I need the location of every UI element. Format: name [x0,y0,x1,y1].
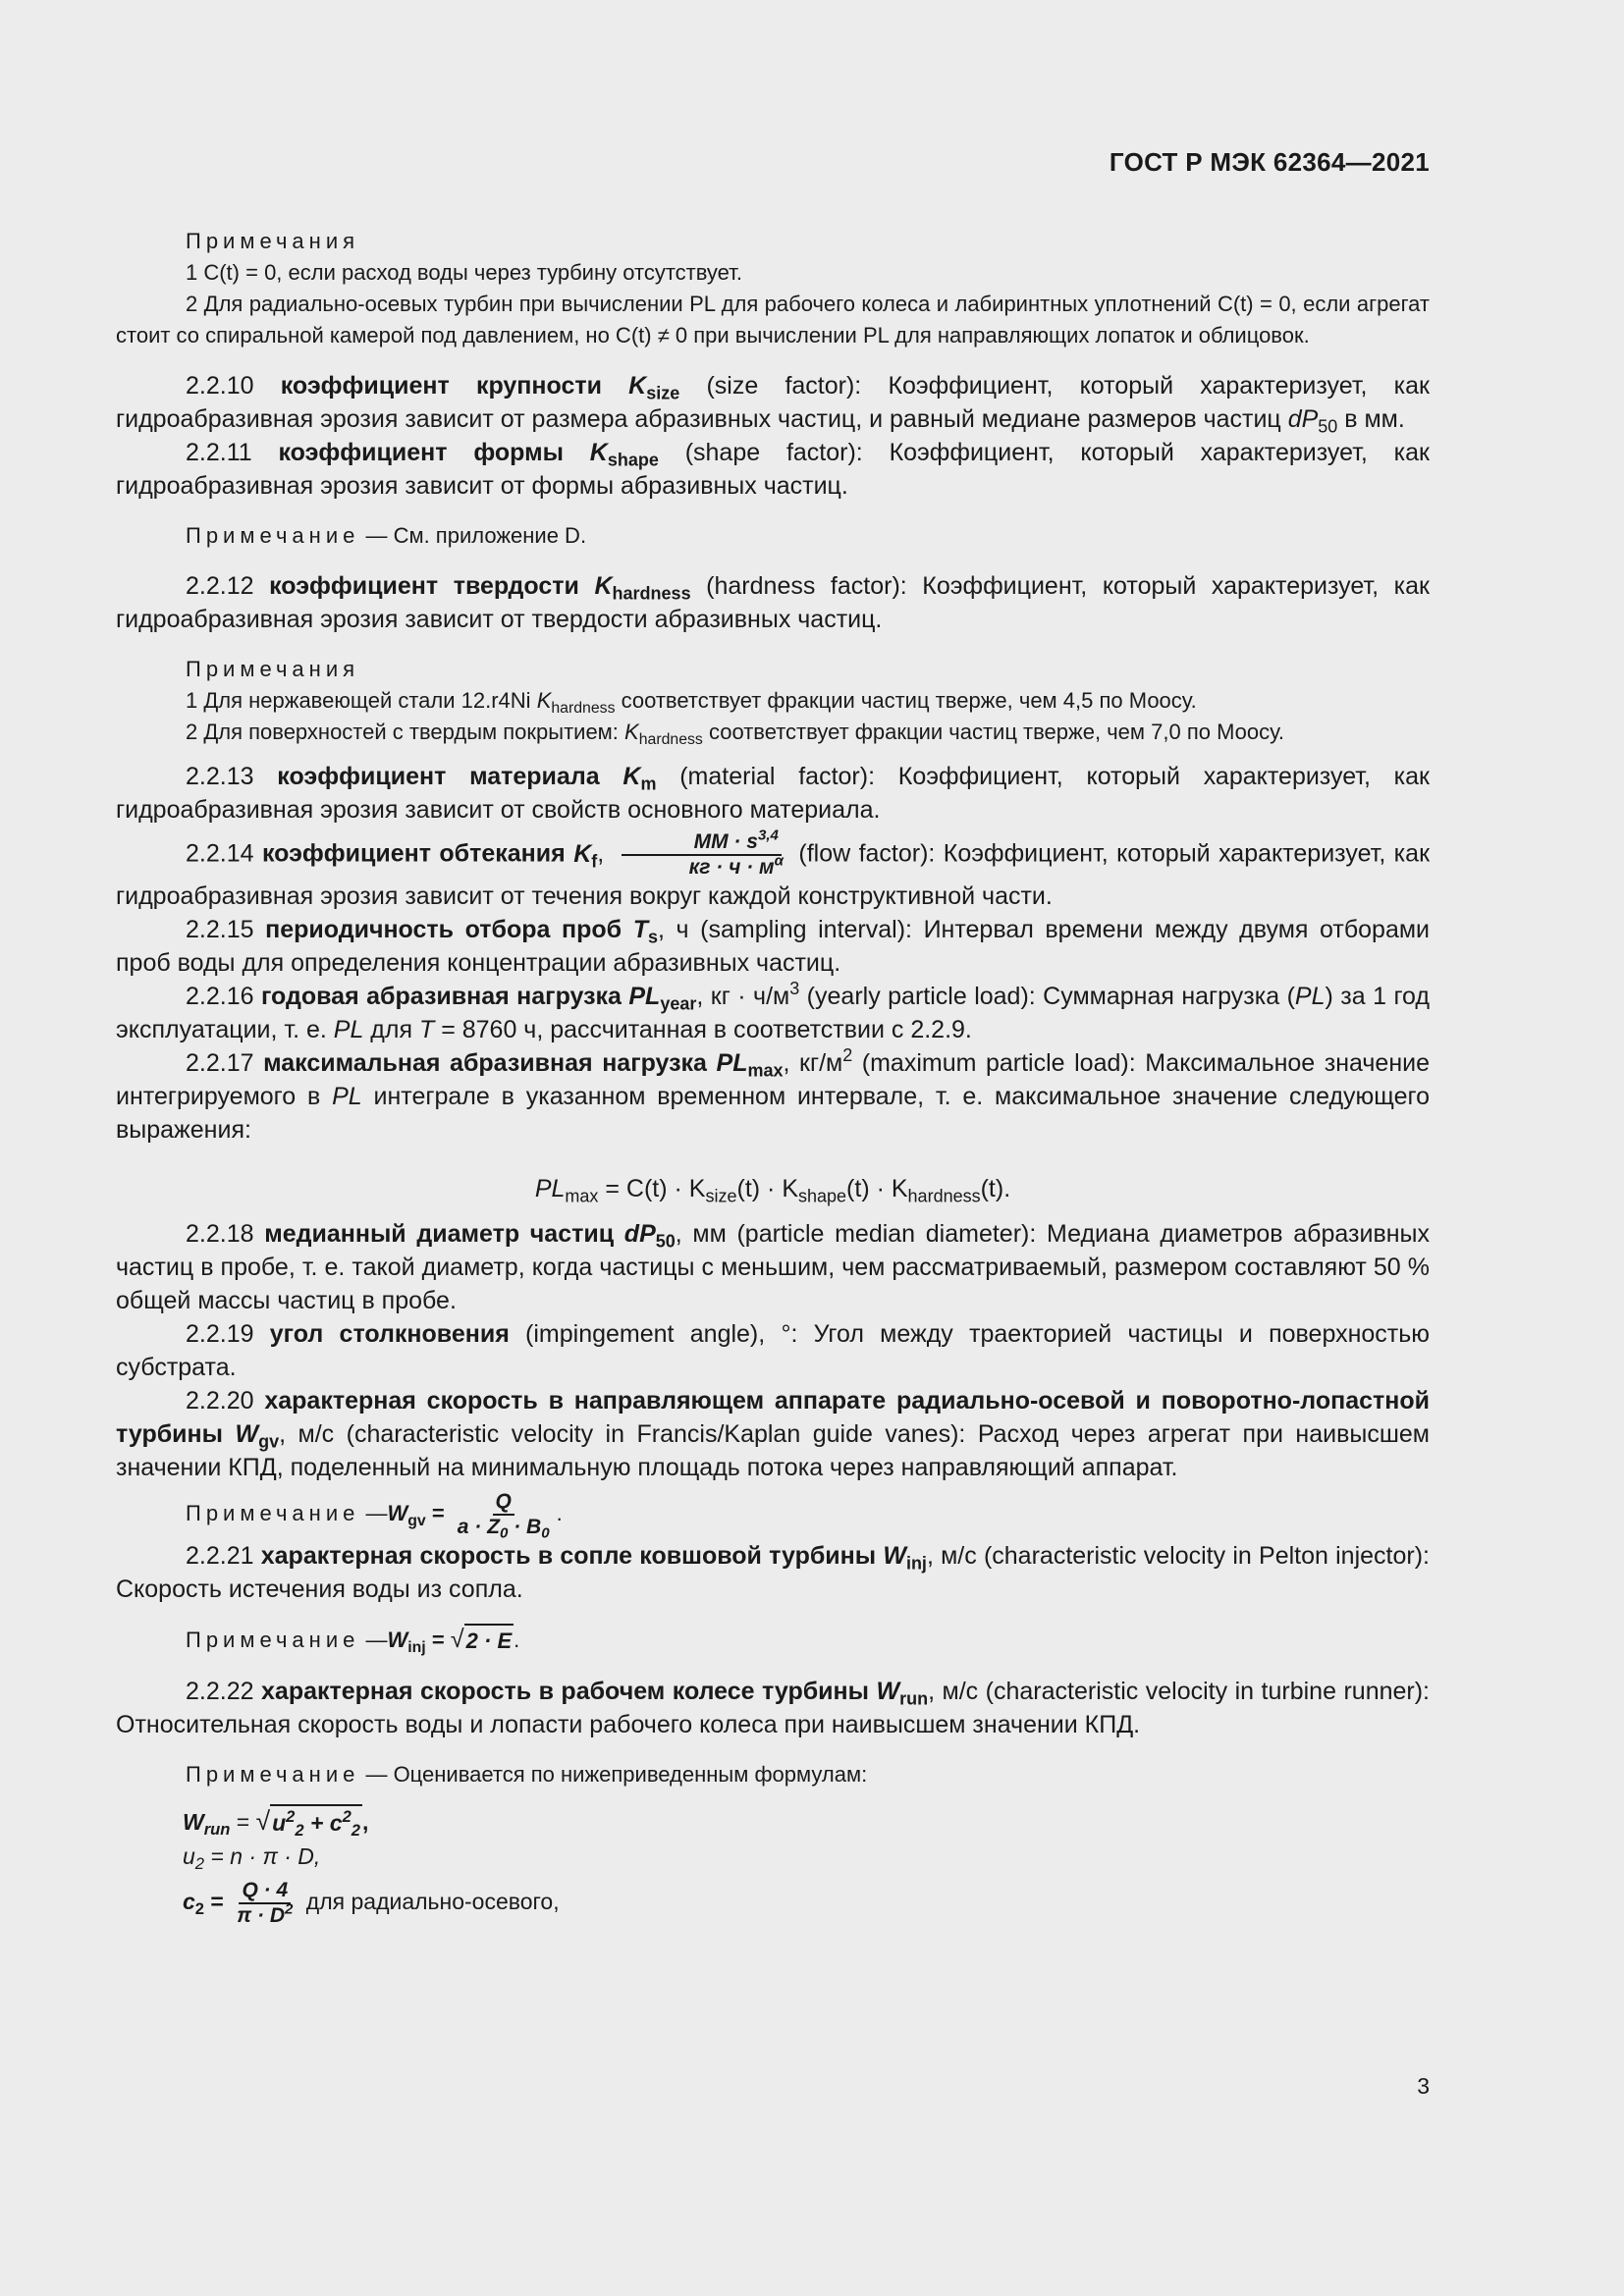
term-definition-end: в мм. [1337,405,1405,433]
formula-part: (t) · K [736,1175,798,1202]
unit-denominator-exp: α [774,852,784,870]
note-label: Примечание [186,1762,360,1787]
term-number: 2.2.18 [186,1220,254,1248]
formula-lhs-sub: run [203,1819,231,1839]
term-2-2-12 [116,569,1430,636]
term-unit-exp: 3 [789,979,800,999]
term-title: характерная скорость в направляющем аппарате радиально-осевой и поворотно-лопастной турбины [116,1387,1430,1448]
fraction-exp: 2 [285,1900,294,1918]
fraction-denominator: π · D [237,1904,285,1927]
formula-lhs-sub: inj [407,1638,426,1656]
term-symbol: W [883,1542,906,1570]
term-title: коэффициент материала [277,763,600,790]
note-item [116,717,1430,748]
sub: 2 [295,1820,304,1840]
term-number: 2.2.22 [186,1678,254,1705]
radical-sign: √ [255,1806,271,1836]
formula-part: (t). [980,1175,1011,1202]
fraction-denominator: a · Z [457,1516,500,1538]
formula-lhs-sub: max [565,1186,599,1206]
term-definition: , мм (particle median diameter): Медиана диаметров абразивных частиц в пробе, т. е. такой диаметр, когда частицы с меньшим, чем рассматриваемый, размером составляют 50 % общей массы частиц в пробе. [116,1220,1430,1314]
term-number: 2.2.11 [186,439,252,466]
term-title: коэффициент обтекания [261,839,566,868]
notes-block-1 [116,226,1430,351]
formula-part: = C(t) · K [598,1175,706,1202]
formula-u2 [183,1840,1430,1873]
document-header: ГОСТ Р МЭК 62364—2021 [1109,147,1430,177]
term-title: угол столкновения [269,1320,510,1348]
pl-symbol: PL [1294,983,1326,1010]
formula-sub: hardness [907,1186,981,1206]
formula-c2 [183,1879,1430,1928]
formula-lhs: W [387,1628,408,1652]
formula-lhs-sub: gv [407,1512,426,1529]
term-definition: (flow factor): Коэффициент, который характеризует, как гидроабразивная эрозия зависит от течения вокруг каждой конструктивной части. [116,839,1431,910]
formula-sub: shape [798,1186,847,1206]
formula-rhs: = n · π · D, [204,1843,321,1869]
pl-symbol: PL [333,1016,364,1043]
term-symbol-sub: f [591,851,598,871]
term-title: коэффициент твердости [269,572,579,600]
note-label: Примечание [186,1628,360,1652]
c2-fraction [234,1879,296,1928]
fraction-numerator: Q [493,1490,514,1516]
term-2-2-13 [116,760,1430,827]
plus-sign: + [303,1810,330,1836]
fraction-sub: 0 [541,1524,550,1542]
term-symbol: T [632,916,648,943]
notes-title: Примечания [186,657,360,681]
k-symbol: K [536,688,552,713]
term-2-2-18 [116,1217,1430,1317]
note-text: 2 Для поверхностей с твердым покрытием: [186,720,625,744]
formula-eq: = [230,1809,256,1835]
exp: 2 [286,1806,296,1826]
note-label: Примечание [186,523,360,548]
sqrt-expression [451,1624,514,1657]
k-symbol: K [624,720,639,744]
term-symbol: K [573,839,592,868]
term-symbol: PL [628,983,661,1010]
term-definition: , м/с (characteristic velocity in Francis/Kaplan guide vanes): Расход через агрегат при наивысшем значении КПД, поделенный на минимальную площадь потока через направляющий аппарат. [116,1420,1430,1481]
notes-title: Примечания [186,229,360,253]
term-symbol: PL [716,1049,748,1077]
note-2-2-22 [116,1759,1430,1790]
dp-symbol: dP [1287,405,1319,433]
formula-lhs: u [183,1843,195,1869]
formula-lhs-sub: 2 [194,1853,204,1873]
term-title: периодичность отбора проб [265,916,623,943]
note-dash: — [359,1628,388,1652]
dp-sub: 50 [1318,416,1338,437]
term-number: 2.2.16 [186,983,254,1010]
note-label: Примечание [186,1500,360,1525]
term-number: 2.2.15 [186,916,254,943]
term-title: годовая абразивная нагрузка [260,983,622,1010]
unit-fraction [617,827,786,880]
term-number: 2.2.13 [186,763,254,790]
term-symbol: dP [623,1220,656,1248]
term-definition: (maximum particle load): Максимальное значение интегрируемого в [116,1049,1430,1110]
term-symbol: W [876,1678,900,1705]
note-2-2-21 [116,1624,1430,1657]
term-title: максимальная абразивная нагрузка [263,1049,707,1077]
note-text: соответствует фракции частиц тверже, чем 4,5 по Моосу. [615,688,1197,713]
term-2-2-14: 2.2.14 коэффициент обтекания $K_f$, $\frac{MM \cdot s^{3,4}}{кг \cdot ч \cdot м^\alpha}$ (flow factor): Коэффициент, который характеризует, как гидроабразивная эрозия зависит от течения вокруг каждой конструктивной части. [116,827,1431,910]
formula-end: . [556,1500,563,1525]
formula-lhs: PL [534,1175,566,1202]
term-symbol-sub: inj [905,1553,927,1574]
u-symbol: u [272,1810,287,1836]
term-definition: (size factor): Коэффициент, который характеризует, как гидроабразивная эрозия зависит от размера абразивных частиц, и равный медиане размеров частиц [116,372,1430,433]
wgv-fraction [455,1490,553,1542]
term-number: 2.2.20 [186,1387,254,1415]
term-2-2-20 [116,1384,1430,1484]
term-2-2-22 [116,1675,1430,1741]
term-number: 2.2.19 [186,1320,254,1348]
term-symbol: K [594,572,613,600]
term-symbol: K [628,372,647,400]
radical-sign: √ [450,1626,464,1653]
formula-lhs: W [387,1500,408,1525]
term-definition: , ч (sampling interval): Интервал времени между двумя отборами проб воды для определения концентрации абразивных частиц. [116,916,1431,977]
term-symbol-sub: m [640,774,657,794]
formula-end: . [514,1628,520,1652]
term-definition: = 8760 ч, рассчитанная в соответствии с 2.2.9. [434,1016,972,1043]
fraction-denominator: · B [508,1516,542,1538]
term-title: характерная скорость в сопле ковшовой турбины [260,1542,877,1570]
term-symbol: W [235,1420,259,1448]
term-2-2-16 [116,980,1430,1046]
pl-symbol: PL [332,1083,362,1110]
formula-wrun [183,1804,1430,1840]
term-number: 2.2.10 [186,372,254,400]
term-title: коэффициент формы [278,439,564,466]
term-symbol-sub: size [646,383,680,403]
term-definition: (hardness factor): Коэффициент, который характеризует, как гидроабразивная эрозия зависит от твердости абразивных частиц. [116,572,1430,633]
formula-eq: = [204,1889,231,1915]
term-title: характерная скорость в рабочем колесе турбины [261,1678,869,1705]
sub: 2 [351,1820,360,1840]
term-definition: (material factor): Коэффициент, который характеризует, как гидроабразивная эрозия зависит от свойств основного материала. [116,763,1430,824]
unit-denominator: кг · ч · м [688,856,775,879]
formula-caption: для радиально-осевого, [299,1889,560,1915]
page-number: 3 [1417,2073,1430,2099]
term-definition: для [363,1016,419,1043]
term-symbol-sub: shape [607,450,659,470]
term-title: коэффициент крупности [280,372,602,400]
formulas-block [116,1804,1430,1928]
fraction-sub: 0 [499,1524,509,1542]
formula-eq: = [425,1500,451,1525]
term-2-2-17 [116,1046,1430,1147]
term-definition: (shape factor): Коэффициент, который характеризует, как гидроабразивная эрозия зависит от формы абразивных частиц. [116,439,1430,500]
term-definition: интеграле в указанном временном интервале, т. е. максимальное значение следующего выражения: [116,1083,1430,1144]
term-symbol: K [589,439,608,466]
term-definition: (yearly particle load): Суммарная нагрузка ( [799,983,1295,1010]
term-definition: , м/с (characteristic velocity in Pelton injector): Скорость истечения воды из сопла. [116,1542,1430,1603]
term-symbol-sub: 50 [655,1231,676,1252]
formula-lhs-sub: 2 [194,1899,204,1919]
exp: 2 [342,1806,352,1826]
note-text: соответствует фракции частиц тверже, чем 7,0 по Моосу. [702,720,1285,744]
unit-numerator: MM · s [693,830,758,853]
formula-sub: size [705,1186,737,1206]
term-2-2-10 [116,369,1430,436]
term-unit-exp: 2 [842,1045,853,1066]
term-symbol-sub: hardness [612,583,691,604]
note-text: — Оценивается по нижеприведенным формулам: [359,1762,868,1787]
radicand: 2 · E [464,1624,514,1657]
document-body [116,226,1430,1928]
sqrt-expression [256,1804,362,1840]
formula-lhs: W [183,1809,204,1835]
c-symbol: c [329,1810,343,1836]
term-symbol-sub: max [747,1060,784,1081]
term-definition: (impingement angle), °: Угол между траекторией частицы и поверхностью субстрата. [116,1320,1431,1381]
formula-lhs: c [183,1889,195,1915]
unit-numerator-exp: 3,4 [757,827,779,844]
formula-end: , [362,1809,369,1835]
k-sub: hardness [551,699,616,717]
term-definition: ) за 1 год эксплуатации, т. е. [116,983,1430,1043]
term-2-2-11 [116,436,1430,503]
term-unit: , кг/м [783,1049,843,1077]
term-symbol-sub: year [660,993,697,1014]
term-2-2-15 [116,913,1430,980]
formula-part: (t) · K [846,1175,908,1202]
formula-eq: = [425,1628,451,1652]
note-text: — См. приложение D. [359,523,587,548]
term-number: 2.2.21 [186,1542,254,1570]
term-unit: , кг · ч/м [696,983,790,1010]
t-symbol: T [418,1016,435,1043]
note-dash: — [359,1500,388,1525]
note-2-2-11 [116,520,1430,552]
note-item [116,685,1430,717]
term-symbol-sub: run [899,1688,929,1709]
note-text: 1 Для нержавеющей стали 12.r4Ni [186,688,537,713]
term-2-2-19 [116,1317,1430,1384]
term-title: медианный диаметр частиц [264,1220,615,1248]
term-definition: , м/с (characteristic velocity in turbine runner): Относительная скорость воды и лопасти рабочего колеса при наивысшем значении КПД. [116,1678,1430,1738]
term-number: 2.2.17 [186,1049,254,1077]
note-item: 2 Для радиально-осевых турбин при вычислении PL для рабочего колеса и лабиринтных уплотнений C(t) = 0, если агрегат стоит со спиральной камерой под давлением, но C(t) ≠ 0 при вычислении PL для направляющих лопаток и облицовок. [116,292,1430,347]
note-2-2-20 [116,1490,1430,1542]
term-2-2-21 [116,1539,1430,1606]
term-symbol-sub: gv [258,1431,280,1452]
note-item: 1 C(t) = 0, если расход воды через турбину отсутствует. [186,260,742,285]
term-number: 2.2.12 [186,572,254,600]
formula-pl-max [116,1172,1430,1205]
term-number: 2.2.14 [186,839,254,868]
term-symbol: K [623,763,641,790]
term-symbol-sub: s [647,927,658,947]
k-sub: hardness [638,730,703,748]
notes-block-2 [116,654,1430,748]
fraction-numerator: Q · 4 [239,1879,291,1904]
